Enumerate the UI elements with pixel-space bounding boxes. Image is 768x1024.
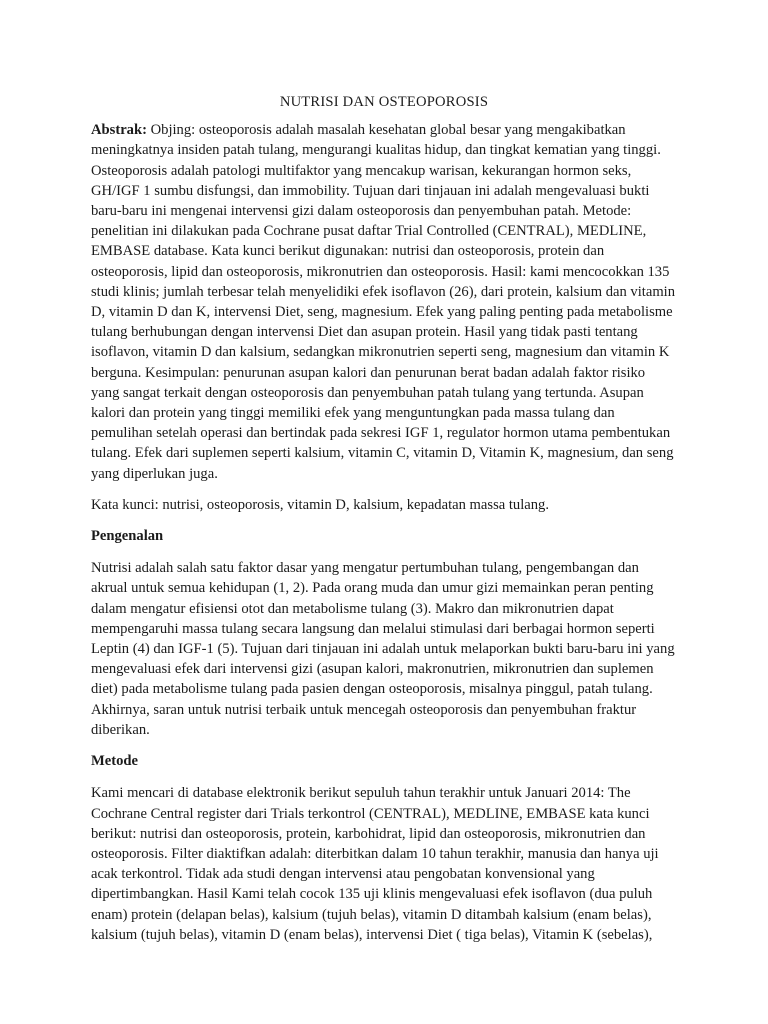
document-title: NUTRISI DAN OSTEOPOROSIS (279, 94, 489, 110)
method-heading: Metode (91, 753, 139, 770)
method-paragraph: Kami mencari di database elektronik berikut sepuluh tahun terakhir untuk Januari 2014: The Cochrane Central register dari Trials terkontrol (CENTRAL), MEDLINE, EMBASE kata kunci berikut: nutrisi dan osteoporosis, protein, karbohidrat, lipid dan osteoporosis, mikronutrien dan osteoporosis. Filter diaktifkan adalah: diterbitkan dalam 10 tahun terakhir, manusia dan hanya uji acak terkontrol. Tidak ada studi dengan intervensi atau pengobatan konvensional yang dipertimbangkan. Hasil Kami telah cocok 135 uji klinis mengevaluasi efek isoflavon (dua puluh enam) protein (delapan belas), kalsium (tujuh belas), vitamin D ditambah kalsium (enam belas), kalsium (tujuh belas), vitamin D (enam belas), intervensi Diet ( tiga belas), Vitamin K (sebelas), (91, 785, 659, 943)
abstract-text: Objing: osteoporosis adalah masalah kesehatan global besar yang mengakibatkan meningkatnya insiden patah tulang, mengurangi kualitas hidup, dan tingkat kematian yang tinggi. Osteoporosis adalah patologi multifaktor yang mencakup warisan, kekurangan hormon seks, GH/IGF 1 sumbu disfungsi, dan immobility. Tujuan dari tinjauan ini adalah mengevaluasi bukti baru-baru ini mengenai intervensi gizi dalam osteoporosis dan penyembuhan patah. Metode: penelitian ini dilakukan pada Cochrane pusat daftar Trial Controlled (CENTRAL), MEDLINE, EMBASE database. Kata kunci berikut digunakan: nutrisi dan osteoporosis, protein dan osteoporosis, lipid dan osteoporosis, mikronutrien dan osteoporosis. Hasil: kami mencocokkan 135 studi klinis; jumlah terbesar telah menyelidiki efek isoflavon (26), dari protein, kalsium dan vitamin D, vitamin D dan K, intervensi Diet, seng, magnesium. Efek yang paling penting pada metabolisme tulang berhubungan dengan intervensi Diet dan asupan protein. Hasil yang tidak pasti tentang isoflavon, vitamin D dan kalsium, sedangkan mikronutrien seperti seng, magnesium dan vitamin K berguna. Kesimpulan: penurunan asupan kalori dan penurunan berat badan adalah faktor risiko yang sangat terkait dengan osteoporosis dan penyembuhan patah tulang yang tertunda. Asupan kalori dan protein yang tinggi memiliki efek yang menguntungkan pada massa tulang dan pemulihan setelah operasi dan bertindak pada sekresi IGF 1, regulator hormon utama pembentukan tulang. Efek dari suplemen seperti kalsium, vitamin C, vitamin D, Vitamin K, magnesium, dan seng yang diperlukan juga. (91, 122, 676, 482)
keywords-paragraph: Kata kunci: nutrisi, osteoporosis, vitamin D, kalsium, kepadatan massa tulang. (91, 496, 550, 513)
document-content (91, 92, 677, 956)
intro-heading: Pengenalan (91, 528, 164, 545)
abstract-label: Abstrak: (91, 122, 147, 139)
abstract-paragraph (91, 120, 677, 484)
intro-paragraph: Nutrisi adalah salah satu faktor dasar yang mengatur pertumbuhan tulang, pengembangan dan akrual untuk semua kehidupan (1, 2). Pada orang muda dan umur gizi memainkan peran penting dalam mengatur efisiensi otot dan metabolisme tulang (3). Makro dan mikronutrien dapat mempengaruhi massa tulang secara langsung dan melalui stimulasi dari berbagai hormon seperti Leptin (4) dan IGF-1 (5). Tujuan dari tinjauan ini adalah untuk melaporkan bukti baru-baru ini yang mengevaluasi efek dari intervensi gizi (asupan kalori, makronutrien, mikronutrien dan suplemen diet) pada metabolisme tulang pada pasien dengan osteoporosis, misalnya pinggul, patah tulang. Akhirnya, saran untuk nutrisi terbaik untuk mencegah osteoporosis dan penyembuhan fraktur diberikan. (91, 560, 675, 738)
